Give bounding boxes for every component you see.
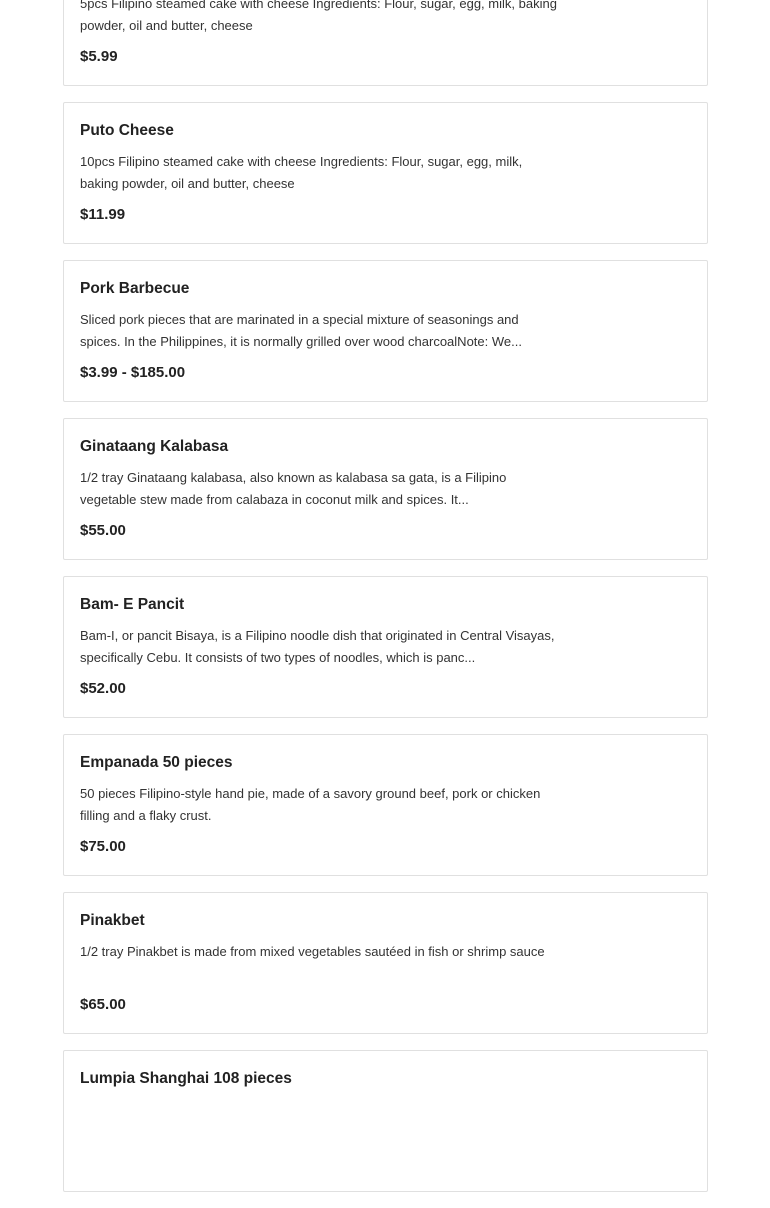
menu-item-description: 5pcs Filipino steamed cake with cheese Ingredients: Flour, sugar, egg, milk, baking powder, oil and butter, cheese xyxy=(80,0,557,33)
menu-item-card[interactable] xyxy=(63,892,708,1034)
menu-item-description: 1/2 tray Ginataang kalabasa, also known as kalabasa sa gata, is a Filipino vegetable stew made from calabaza in coconut milk and spices. It... xyxy=(80,470,507,507)
menu-item-name: Lumpia Shanghai 108 pieces xyxy=(80,1070,292,1087)
menu-item-card[interactable] xyxy=(63,576,708,718)
menu-item-name: Bam- E Pancit xyxy=(80,596,185,613)
menu-item-description: Sliced pork pieces that are marinated in a special mixture of seasonings and spices. In the Philippines, it is normally grilled over wood charcoalNote: We... xyxy=(80,312,522,349)
menu-item-price: $52.00 xyxy=(80,680,126,697)
menu-item-name: Empanada 50 pieces xyxy=(80,754,233,771)
menu-item-description: 1/2 tray Pinakbet is made from mixed vegetables sautéed in fish or shrimp sauce xyxy=(80,944,545,959)
menu-item-description: Bam-I, or pancit Bisaya, is a Filipino noodle dish that originated in Central Visayas, specifically Cebu. It consists of two types of noodles, which is panc... xyxy=(80,628,555,665)
menu-item-price: $55.00 xyxy=(80,522,126,539)
menu-item-list xyxy=(63,0,708,1208)
menu-item-price: $5.99 xyxy=(80,48,118,65)
menu-item-price: $11.99 xyxy=(80,206,126,223)
menu-item-name: Pork Barbecue xyxy=(80,280,190,297)
menu-item-description: 50 pieces Filipino-style hand pie, made of a savory ground beef, pork or chicken filling and a flaky crust. xyxy=(80,786,541,823)
menu-item-card[interactable] xyxy=(63,418,708,560)
menu-item-description: 10pcs Filipino steamed cake with cheese Ingredients: Flour, sugar, egg, milk, baking powder, oil and butter, cheese xyxy=(80,154,523,191)
menu-item-name: Puto Cheese xyxy=(80,122,174,139)
menu-item-price: $75.00 xyxy=(80,838,126,855)
menu-item-price: $3.99 - $185.00 xyxy=(80,364,186,381)
menu-item-price: $65.00 xyxy=(80,996,126,1013)
menu-item-card[interactable] xyxy=(63,260,708,402)
menu-item-card[interactable] xyxy=(63,734,708,876)
menu-item-card[interactable] xyxy=(63,1050,708,1192)
menu-item-card[interactable] xyxy=(63,102,708,244)
menu-item-name: Ginataang Kalabasa xyxy=(80,438,229,455)
menu-item-description xyxy=(80,1099,562,1143)
menu-item-name: Pinakbet xyxy=(80,912,145,929)
menu-item-card[interactable] xyxy=(63,0,708,86)
